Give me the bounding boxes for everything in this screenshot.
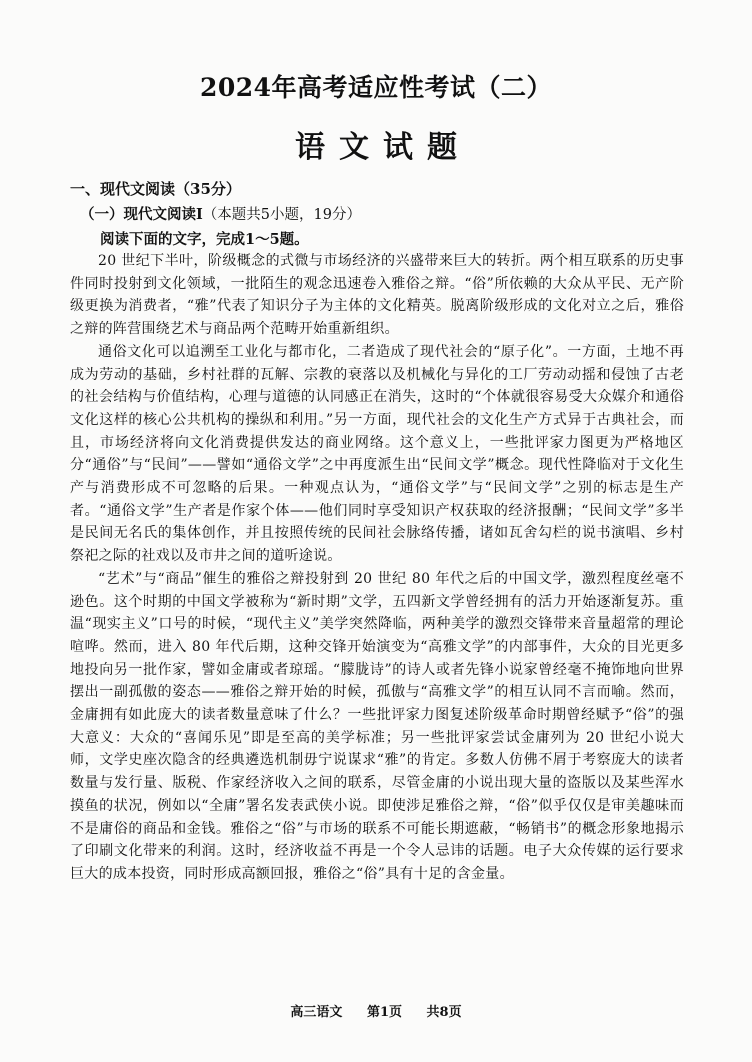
subject-title: 语文试题 <box>295 130 471 165</box>
reading-instruction: 阅读下面的文字，完成1～5题。 <box>100 231 309 248</box>
footer-subject: 高三语文 <box>290 1005 343 1020</box>
exam-title: 2024年高考适应性考试（二） <box>199 73 553 102</box>
page-footer <box>0 1001 752 1020</box>
subsection-note: （本题共5小题，19分） <box>202 207 361 223</box>
passage-paragraph: 通俗文化可以追溯至工业化与都市化，二者造成了现代社会的“原子化”。一方面，土地不再成为劳动的基础，乡村社群的瓦解、宗教的衰落以及机械化与异化的工厂劳动动摇和侵蚀了古老的社会结构与价值结构，心理与道德的认同感正在消失，这时的“个体就很容易受大众媒介和通俗文化这样的核心公共机构的操纵和利用。”另一方面，现代社会的文化生产方式异于古典社会，而且，市场经济将向文化消费提供发达的商业网络。这个意义上，一些批评家力图更为严格地区分“通俗”与“民间”——譬如“通俗文学”之中再度派生出“民间文学”概念。现代性降临对于文化生产与消费形成不可忽略的后果。一种观点认为，“通俗文学”与“民间文学”之别的标志是生产者。“通俗文学”生产者是作家个体——他们同时享受知识产权获取的经济报酬；“民间文学”多半是民间无名氏的集体创作，并且按照传统的民间社会脉络传播，诸如瓦舍勾栏的说书演唱、乡村祭祀之际的社戏以及市井之间的道听途说。 <box>70 343 684 565</box>
footer-page-number: 第1页 <box>366 1005 402 1020</box>
passage-paragraph: “艺术”与“商品”催生的雅俗之辩投射到 20 世纪 80 年代之后的中国文学，激烈程度丝毫不逊色。这个时期的中国文学被称为“新时期”文学，五四新文学曾经拥有的活力开始逐渐复苏。重温“现实主义”口号的时候，“现代主义”美学突然降临，两种美学的激烈交锋带来音量超常的理论喧哗。然而，进入 80 年代后期，这种交锋开始演变为“高雅文学”的内部事件，大众的目光更多地投向另一批作家，譬如金庸或者琼瑶。“朦胧诗”的诗人或者先锋小说家曾经毫不掩饰地向世界摆出一副孤傲的姿态——雅俗之辩开始的时候，孤傲与“高雅文学”的相互认同不言而喻。然而，金庸拥有如此庞大的读者数量意味了什么？一些批评家力图复述阶级革命时期曾经赋予“俗”的强大意义：大众的“喜闻乐见”即是至高的美学标准；另一些批评家尝试金庸列为 20 世纪小说大师，文学史座次隐含的经典遴选机制毋宁说谋求“雅”的肯定。多数人仿佛不屑于考察庞大的读者数量与发行量、版税、作家经济收入之间的联系，尽管金庸的小说出现大量的盗版以及某些浑水摸鱼的状况，例如以“全庸”署名发表武侠小说。即使涉足雅俗之辩，“俗”似乎仅仅是审美趣味而不是庸俗的商品和金钱。雅俗之“俗”与市场的联系不可能长期遮蔽，“畅销书”的概念形象地揭示了印刷文化带来的利润。这时，经济收益不再是一个令人忌讳的话题。电子大众传媒的运行要求巨大的成本投资，同时形成高额回报，雅俗之“俗”具有十足的含金量。 <box>70 570 684 882</box>
reading-passage <box>70 250 684 886</box>
footer-total-pages: 共8页 <box>426 1005 462 1020</box>
subsection-label: （一）现代文阅读Ⅰ <box>80 206 203 223</box>
passage-paragraph: 20 世纪下半叶，阶级概念的式微与市场经济的兴盛带来巨大的转折。两个相互联系的历史事件同时投射到文化领域，一批陌生的观念迅速卷入雅俗之辩。“俗”所依赖的大众从平民、无产阶级更换为消费者，“雅”代表了知识分子为主体的文化精英。脱离阶级形成的文化对立之后，雅俗之辩的阵营围绕艺术与商品两个范畴开始重新组织。 <box>70 253 684 338</box>
section-heading: 一、现代文阅读（35分） <box>70 180 241 198</box>
subsection-heading <box>80 203 361 224</box>
